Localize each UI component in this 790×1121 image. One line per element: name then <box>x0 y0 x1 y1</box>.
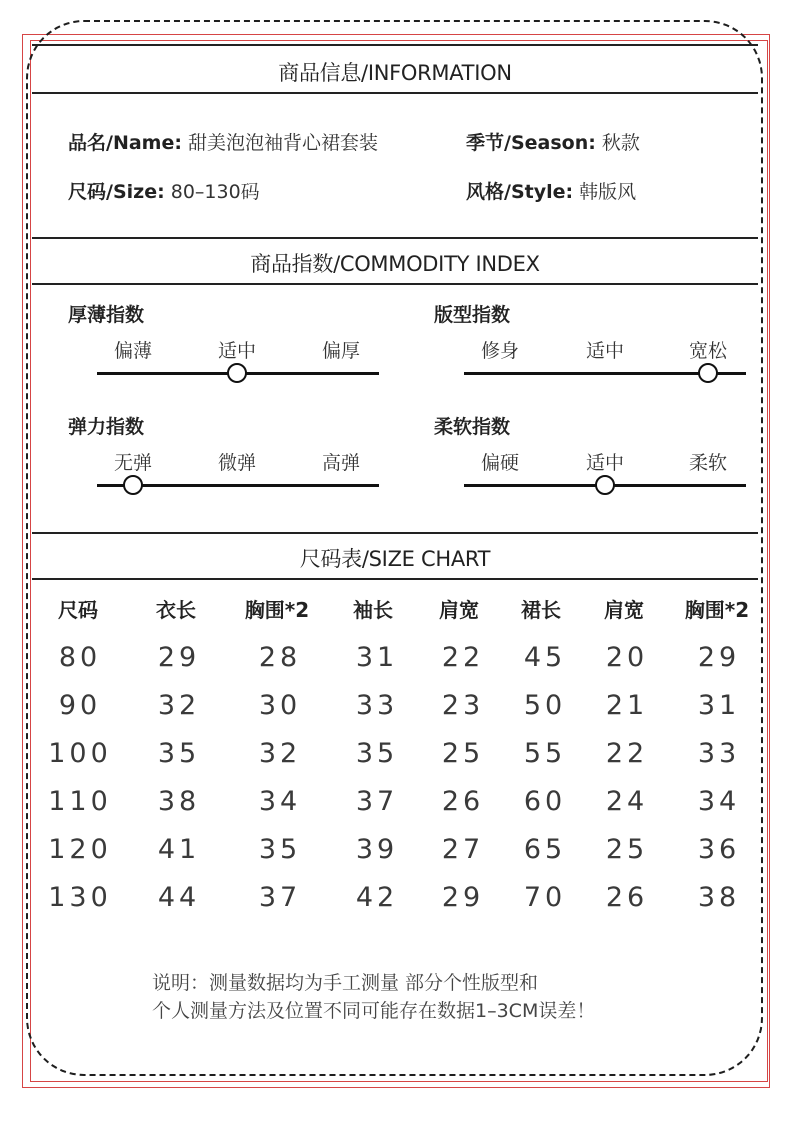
table-cell: 22 <box>605 738 649 769</box>
table-header-cell: 裙长 <box>521 598 561 622</box>
table-cell: 120 <box>48 834 112 865</box>
table-cell: 90 <box>58 690 102 721</box>
table-cell: 31 <box>697 690 741 721</box>
table-cell: 23 <box>441 690 485 721</box>
divider <box>32 283 758 285</box>
information-title: 商品信息/INFORMATION <box>278 61 512 85</box>
table-header-cell: 肩宽 <box>604 598 644 622</box>
table-cell: 39 <box>355 834 399 865</box>
table-cell: 28 <box>258 642 302 673</box>
table-header-cell: 胸围*2 <box>244 598 310 622</box>
table-cell: 37 <box>258 882 302 913</box>
table-cell: 37 <box>355 786 399 817</box>
divider <box>32 237 758 239</box>
style-value: 韩版风 <box>579 181 637 203</box>
table-cell: 20 <box>605 642 649 673</box>
divider <box>32 578 758 580</box>
divider <box>32 92 758 94</box>
table-cell: 44 <box>157 882 201 913</box>
name-value: 甜美泡泡袖背心裙套装 <box>188 132 379 154</box>
index-label: 偏厚 <box>321 340 360 362</box>
index-marker <box>227 363 247 383</box>
index-label: 修身 <box>480 340 519 362</box>
index-label: 适中 <box>585 452 624 474</box>
size-value: 80–130码 <box>170 181 260 203</box>
index-label: 柔软 <box>688 452 727 474</box>
table-cell: 42 <box>355 882 399 913</box>
table-header-cell: 袖长 <box>353 598 393 622</box>
measurement-note-line-2: 个人测量方法及位置不同可能存在数据1–3CM误差！ <box>152 1000 596 1022</box>
table-cell: 33 <box>355 690 399 721</box>
table-cell: 32 <box>258 738 302 769</box>
table-cell: 27 <box>441 834 485 865</box>
name-label: 品名/Name: <box>68 132 182 154</box>
measurement-note-line-1: 说明：测量数据均为手工测量 部分个性版型和 <box>152 972 539 994</box>
table-cell: 41 <box>157 834 201 865</box>
table-cell: 38 <box>697 882 741 913</box>
index-title: 版型指数 <box>434 304 511 326</box>
season-value: 秋款 <box>601 132 640 154</box>
table-cell: 30 <box>258 690 302 721</box>
table-cell: 65 <box>523 834 567 865</box>
table-cell: 25 <box>441 738 485 769</box>
index-title: 柔软指数 <box>434 416 511 438</box>
index-label: 无弹 <box>113 452 152 474</box>
index-label: 微弹 <box>217 452 256 474</box>
size-label: 尺码/Size: <box>68 181 165 203</box>
table-cell: 26 <box>605 882 649 913</box>
index-label: 高弹 <box>321 452 360 474</box>
table-cell: 55 <box>523 738 567 769</box>
index-label: 偏薄 <box>113 340 152 362</box>
table-cell: 60 <box>523 786 567 817</box>
table-cell: 24 <box>605 786 649 817</box>
table-header-cell: 衣长 <box>156 598 196 622</box>
table-cell: 70 <box>523 882 567 913</box>
table-cell: 110 <box>48 786 112 817</box>
index-label: 适中 <box>585 340 624 362</box>
table-cell: 50 <box>523 690 567 721</box>
table-cell: 35 <box>355 738 399 769</box>
style-label: 风格/Style: <box>466 181 574 203</box>
index-label: 宽松 <box>688 340 727 362</box>
index-title: 厚薄指数 <box>68 304 145 326</box>
table-cell: 34 <box>258 786 302 817</box>
table-cell: 38 <box>157 786 201 817</box>
divider <box>32 532 758 534</box>
index-marker <box>698 363 718 383</box>
index-marker <box>123 475 143 495</box>
table-cell: 29 <box>157 642 201 673</box>
name-field <box>68 128 378 155</box>
index-label: 适中 <box>217 340 256 362</box>
size-chart-title: 尺码表/SIZE CHART <box>299 547 491 571</box>
table-cell: 100 <box>48 738 112 769</box>
table-cell: 35 <box>258 834 302 865</box>
index-marker <box>595 475 615 495</box>
table-cell: 29 <box>441 882 485 913</box>
index-title: 弹力指数 <box>68 416 145 438</box>
table-cell: 34 <box>697 786 741 817</box>
table-cell: 80 <box>58 642 102 673</box>
table-header-cell: 胸围*2 <box>684 598 750 622</box>
table-cell: 29 <box>697 642 741 673</box>
table-cell: 35 <box>157 738 201 769</box>
table-cell: 31 <box>355 642 399 673</box>
table-cell: 22 <box>441 642 485 673</box>
table-cell: 25 <box>605 834 649 865</box>
table-header-cell: 尺码 <box>58 598 98 622</box>
table-cell: 32 <box>157 690 201 721</box>
style-field <box>466 177 636 204</box>
divider <box>32 44 758 46</box>
table-cell: 36 <box>697 834 741 865</box>
table-cell: 45 <box>523 642 567 673</box>
season-label: 季节/Season: <box>466 132 596 154</box>
size-field <box>68 177 260 204</box>
index-label: 偏硬 <box>480 452 519 474</box>
table-cell: 26 <box>441 786 485 817</box>
table-cell: 21 <box>605 690 649 721</box>
season-field <box>466 128 640 155</box>
table-header-cell: 肩宽 <box>439 598 479 622</box>
table-cell: 33 <box>697 738 741 769</box>
table-cell: 130 <box>48 882 112 913</box>
commodity-index-title: 商品指数/COMMODITY INDEX <box>250 252 540 276</box>
